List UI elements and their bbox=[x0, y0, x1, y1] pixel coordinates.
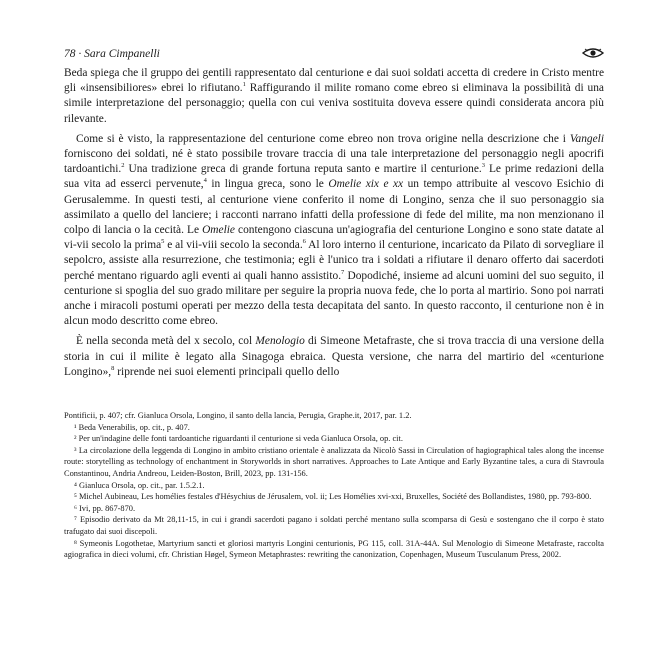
footnote-6: ⁶ Ivi, pp. 867-870. bbox=[74, 503, 136, 513]
footnote-ref[interactable]: 3 bbox=[481, 162, 485, 170]
footnote-7: ⁷ Episodio derivato da Mt 28,11-15, in cui i grandi sacerdoti pagano i soldati perché mentano sulla scomparsa di Gesù e sostengano che il corpo è stato trafugato dai suoi discepoli. bbox=[64, 515, 604, 536]
footnote-5: ⁵ Michel Aubineau, Les homélies festales d'Hésychius de Jérusalem, vol. ii; Les Homélies xvi-xxi, Bruxelles, Société des Bollandistes, 1980, pp. 793-800. bbox=[74, 492, 592, 502]
footnotes bbox=[64, 410, 604, 561]
footnote-2: ² Per un'indagine delle fonti tardoantiche riguardanti il centurione si veda Gianluca Orsola, op. cit. bbox=[74, 434, 403, 444]
footnote-ref[interactable]: 2 bbox=[121, 162, 125, 170]
footnote-ref[interactable]: 5 bbox=[161, 238, 165, 246]
eye-icon bbox=[582, 47, 604, 59]
paragraph: Beda spiega che il gruppo dei gentili rappresentato dal centurione e dai suoi soldati accetta di credere in Cristo mentre gli «insensibiliores» ebrei lo rifiutano.$^1$ Raffigurando il milite romano come ebreo si eliminava la possibilità di una simile interpretazione del personaggio; quella con cui veniva sostituita doveva essere quindi considerata ancora più rilevante. bbox=[64, 67, 604, 125]
paragraph: Come si è visto, la rappresentazione del centurione come ebreo non trova origine nella descrizione che i Vangeli forniscono dei soldati, né è stato possibile trovare traccia di una tale interpretazione del personaggio negli apocrifi tardoantichi.$^2$ Una tradizione greca di grande fortuna reputa santo e martire il centurione.$^3$ Le prime redazioni della sua vita ad esserci pervenute,$^4$ in lingua greca, sono le Omelie xix e xx un tempo attribuite al vescovo Esichio di Gerusalemme. In questi testi, al centurione viene conferito il nome di Longino, senza che il suo personaggio sia assimilato a quello del lanciere; i racconti narrano infatti della professione di fede del milite, ma non menzionano il colpo di lancia o la cecità. Le Omelie contengono ciascuna un'agiografia del centurione Longino e sono state datate al vi-vii secolo la prima$^5$ e al vii-viii secolo la seconda.$^6$ Al loro interno il centurione, incaricato da Pilato di sorvegliare il sepolcro, assiste alla resurrezione, che testimonia; egli è l'unico tra i soldati a rifiutare il denaro offerto dai sacerdoti perché mentano riguardo agli eventi ai quali hanno assistito.$^7$ Dopodiché, insieme ad alcuni uomini del suo seguito, il centurione si spoglia del suo grado militare per seguire la propria nuova fede, che lo porta al martirio. Sono poi narrati anche i miracoli postumi operati per mezzo della testa decapitata del santo. In questo racconto, il centurione non è in alcun modo descritto come ebreo. bbox=[64, 132, 605, 328]
footnote-ref[interactable]: 4 bbox=[203, 177, 207, 185]
running-head: 78 · Sara Cimpanelli bbox=[64, 48, 160, 60]
body-text bbox=[64, 66, 604, 380]
footnote-8: ⁸ Symeonis Logothetae, Martyrium sancti et gloriosi martyris Longini centurionis, PG 115, coll. 31A-44A. Sul Menologio di Simeone Metafraste, raccolta agiografica in dieci volumi, cfr. Christian Høgel, Symeon Metaphrastes: rewriting the canonization, Copenhagen, Museum Tusculanum Press, 2002. bbox=[64, 538, 604, 560]
footnote-4: ⁴ Gianluca Orsola, op. cit., par. 1.5.2.1. bbox=[74, 480, 205, 490]
footnote-3: ³ La circolazione della leggenda di Longino in ambito cristiano orientale è analizzata da Nicolò Sassi in Circulation of hagiographical tales along the incense route: storytelling as technology of enchantment in Storyworlds in short narratives. Approaches to Late Antique and Early Byzantine tales, a cura di Stavroula Constantinou, Andria Andreou, Leiden-Boston, Brill, 2023, pp. 131-156. bbox=[64, 445, 604, 478]
footnote-ref[interactable]: 8 bbox=[111, 365, 115, 373]
paragraph: È nella seconda metà del x secolo, col Menologio di Simeone Metafraste, che si trova traccia di una versione della storia in cui il milite è legato alla Sinagoga ebraica. Questa versione, che narra del martirio del «centurione Longino»,$^8$ riprende nei suoi elementi principali quello dello bbox=[64, 335, 605, 378]
footnote-ref[interactable]: 6 bbox=[302, 238, 306, 246]
footnote-continuation: Pontificii, p. 407; cfr. Gianluca Orsola, Longino, il santo della lancia, Perugia, Graphe.it, 2017, par. 1.2. bbox=[64, 411, 412, 420]
footnote-ref[interactable]: 7 bbox=[341, 268, 345, 276]
running-header bbox=[64, 44, 604, 62]
footnote-1: ¹ Beda Venerabilis, op. cit., p. 407. bbox=[74, 422, 190, 432]
footnote-ref[interactable]: 1 bbox=[242, 81, 246, 89]
